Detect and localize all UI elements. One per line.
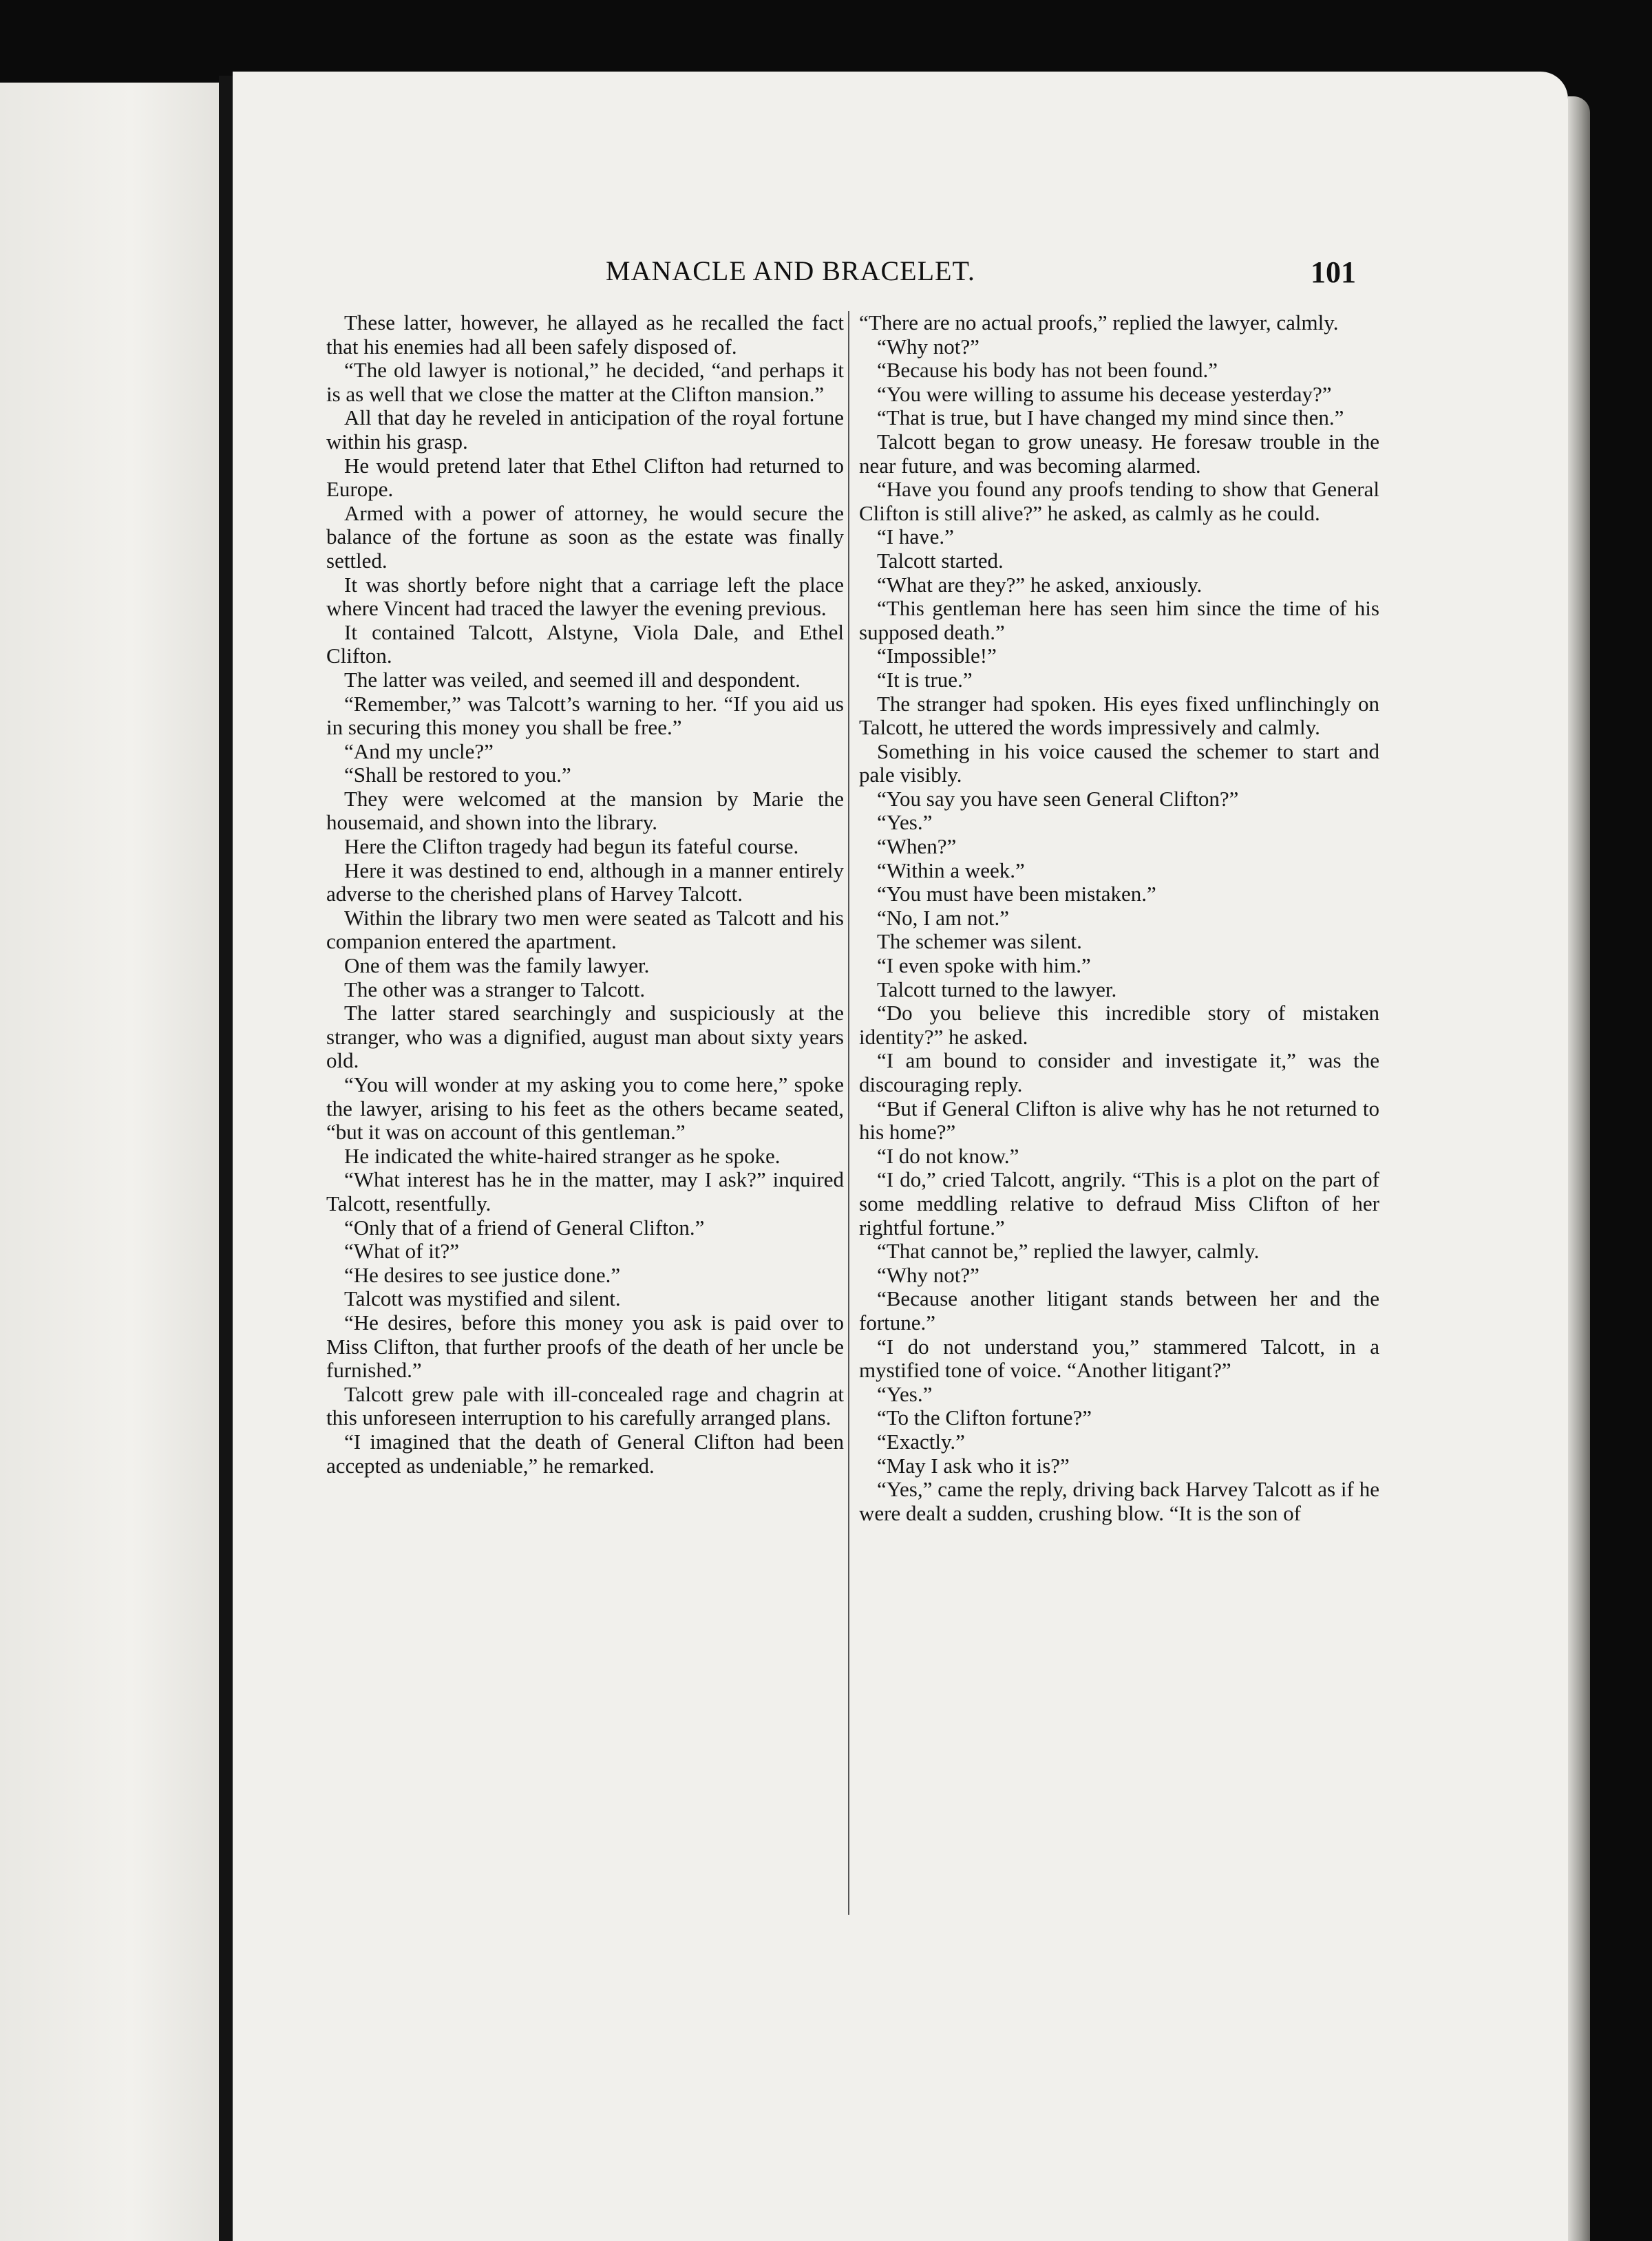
paragraph: Here it was destined to end, although in a manner entirely adverse to the cherished plans of Harvey Talcott. (326, 858, 844, 906)
paragraph: “He desires to see justice done.” (344, 1262, 621, 1287)
paragraph: “To the Clifton fortune?” (877, 1405, 1092, 1430)
paragraph: One of them was the family lawyer. (344, 953, 650, 978)
paragraph: “Yes.” (877, 810, 933, 835)
paragraph: “What of it?” (344, 1239, 459, 1264)
paragraph: “I do,” cried Talcott, angrily. “This is a plot on the part of some meddling relative to defraud Miss Clifton of her rightful fortune.” (859, 1167, 1379, 1240)
paragraph: “You say you have seen General Clifton?” (877, 786, 1239, 811)
paragraph: It contained Talcott, Alstyne, Viola Dale, and Ethel Clifton. (326, 619, 844, 668)
paragraph: The latter was veiled, and seemed ill and despondent. (344, 667, 801, 692)
paragraph: “I do not understand you,” stammered Talcott, in a mystified tone of voice. “Another litigant?” (859, 1334, 1379, 1383)
paragraph: The stranger had spoken. His eyes fixed unflinchingly on Talcott, he uttered the words impressively and calmly. (859, 691, 1379, 740)
paragraph: “Yes,” came the reply, driving back Harvey Talcott as if he were dealt a sudden, crushing blow. “It is the son of (859, 1477, 1379, 1525)
paragraph: Here the Clifton tragedy had begun its fateful course. (344, 834, 799, 859)
paragraph: “Exactly.” (877, 1429, 965, 1454)
paragraph: “You must have been mistaken.” (877, 882, 1156, 906)
paragraph: “Because another litigant stands between her and the fortune.” (859, 1286, 1379, 1335)
paragraph: He would pretend later that Ethel Clifton had returned to Europe. (326, 453, 844, 502)
paragraph: It was shortly before night that a carriage left the place where Vincent had traced the lawyer the evening previous. (326, 572, 844, 621)
paragraph: “No, I am not.” (877, 905, 1009, 930)
paragraph: “Shall be restored to you.” (344, 763, 571, 787)
paragraph: “He desires, before this money you ask is paid over to Miss Clifton, that further proofs of the death of her uncle be furnished.” (326, 1310, 844, 1383)
paragraph: “I even spoke with him.” (877, 953, 1091, 978)
paragraph: Talcott was mystified and silent. (344, 1286, 621, 1311)
paragraph: “Remember,” was Talcott’s warning to her. “If you aid us in securing this money you shall be free.” (326, 691, 844, 740)
paragraph: “Yes.” (877, 1381, 933, 1406)
paragraph: “This gentleman here has seen him since the time of his supposed death.” (859, 596, 1379, 644)
paragraph: “Because his body has not been found.” (877, 358, 1218, 383)
paragraph: “You were willing to assume his decease yesterday?” (877, 381, 1332, 406)
paragraph: Talcott began to grow uneasy. He foresaw trouble in the near future, and was becoming alarmed. (859, 429, 1379, 478)
paragraph: Armed with a power of attorney, he would secure the balance of the fortune as soon as the estate was finally settled. (326, 500, 844, 573)
paragraph: “What interest has he in the matter, may I ask?” inquired Talcott, resentfully. (326, 1167, 844, 1215)
paragraph: “I do not know.” (877, 1143, 1019, 1168)
paragraph: “You will wonder at my asking you to come here,” spoke the lawyer, arising to his feet as the others became seated, “but it was on account of this gentleman.” (326, 1072, 844, 1145)
paragraph: “That is true, but I have changed my mind since then.” (877, 405, 1344, 430)
paragraph: Talcott grew pale with ill-concealed rage and chagrin at this unforeseen interruption to his carefully arranged plans. (326, 1381, 844, 1430)
facing-left-page (0, 83, 219, 2241)
paragraph: “Have you found any proofs tending to show that General Clifton is still alive?” he asked, as calmly as he could. (859, 477, 1379, 525)
book-spine (219, 76, 233, 2241)
paragraph: “I imagined that the death of General Clifton had been accepted as undeniable,” he remarked. (326, 1429, 844, 1478)
paragraph: The other was a stranger to Talcott. (344, 977, 646, 1001)
paragraph: Talcott started. (877, 548, 1004, 573)
paragraph: The latter stared searchingly and suspiciously at the stranger, who was a dignified, august man about sixty years old. (326, 1001, 844, 1073)
paragraph: “Why not?” (877, 334, 979, 359)
paragraph: He indicated the white-haired stranger as he spoke. (344, 1143, 781, 1168)
paragraph: Talcott turned to the lawyer. (877, 977, 1117, 1001)
column-divider (848, 311, 849, 1915)
paragraph: “Why not?” (877, 1262, 979, 1287)
paragraph: “The old lawyer is notional,” he decided, “and perhaps it is as well that we close the matter at the Clifton mansion.” (326, 358, 844, 406)
paragraph: “May I ask who it is?” (877, 1453, 1070, 1478)
paragraph: “Do you believe this incredible story of mistaken identity?” he asked. (859, 1001, 1379, 1049)
paragraph: All that day he reveled in anticipation of the royal fortune within his grasp. (326, 405, 844, 454)
page-header (606, 255, 1356, 300)
paragraph: “It is true.” (877, 667, 973, 692)
paragraph: Within the library two men were seated as Talcott and his companion entered the apartment. (326, 905, 844, 954)
paragraph: “That cannot be,” replied the lawyer, calmly. (877, 1239, 1260, 1264)
paragraph: “Only that of a friend of General Clifton.” (344, 1215, 705, 1240)
paragraph: These latter, however, he allayed as he recalled the fact that his enemies had all been safely disposed of. (326, 310, 844, 359)
paragraph: “There are no actual proofs,” replied the lawyer, calmly. (859, 310, 1339, 334)
paragraph: “I have.” (877, 524, 954, 549)
running-title: MANACLE AND BRACELET. (606, 255, 975, 286)
right-text-column (859, 311, 1379, 1922)
page-number: 101 (1311, 255, 1356, 289)
paragraph: “And my uncle?” (344, 739, 494, 763)
paragraph: They were welcomed at the mansion by Marie the housemaid, and shown into the library. (326, 786, 844, 835)
paragraph: The schemer was silent. (877, 929, 1082, 954)
left-text-column (326, 311, 844, 1922)
paragraph: Something in his voice caused the schemer to start and pale visibly. (859, 739, 1379, 787)
paragraph: “What are they?” he asked, anxiously. (877, 572, 1203, 597)
paragraph: “Impossible!” (877, 644, 997, 668)
paragraph: “But if General Clifton is alive why has he not returned to his home?” (859, 1096, 1379, 1145)
paragraph: “I am bound to consider and investigate it,” was the discouraging reply. (859, 1048, 1379, 1096)
page-edge (1568, 96, 1590, 2241)
paragraph: “Within a week.” (877, 858, 1025, 882)
paragraph: “When?” (877, 834, 957, 859)
